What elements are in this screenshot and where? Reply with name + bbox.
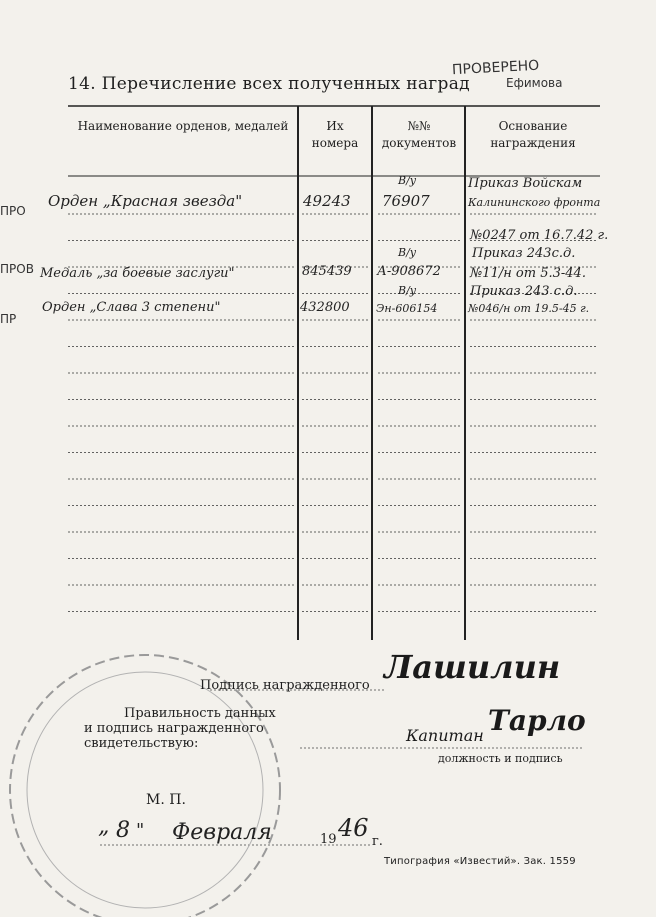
award-number: 432800 — [300, 300, 350, 315]
side-mark: ПРОВ — [0, 262, 34, 276]
award-number: 845439 — [302, 264, 352, 279]
date-month: Февраля — [172, 820, 272, 845]
document-number: Эн-606154 — [376, 302, 438, 315]
certify-label-line3: свидетельствую: — [84, 736, 199, 751]
award-basis: Приказ Войскам — [468, 176, 583, 191]
holder-signature-label: Подпись награжденного — [200, 678, 370, 693]
document-prefix: В/у — [398, 284, 417, 297]
position-signature-label: должность и подпись — [438, 752, 563, 765]
date-close-quote: " — [136, 820, 145, 841]
header-award-basis: Основание награждения — [490, 119, 576, 150]
award-number: 49243 — [303, 192, 351, 210]
award-name: Орден „Слава 3 степени" — [42, 300, 221, 315]
document-prefix: В/у — [398, 246, 417, 259]
document-prefix: В/у — [398, 174, 417, 187]
printing-house-imprint: Типография «Известий». Зак. 1559 — [384, 856, 576, 867]
officer-signature: Тарло — [488, 704, 586, 737]
award-basis: Приказ 243с.д. — [472, 246, 576, 261]
verified-stamp: ПРОВЕРЕНО — [451, 57, 540, 79]
award-basis-line2: №046/н от 19.5-45 г. — [468, 302, 590, 315]
document-number: 76907 — [382, 192, 430, 210]
header-document-number: №№ документов — [381, 119, 457, 150]
section-title: 14. Перечисление всех полученных наград — [68, 74, 470, 94]
certify-label-line2: и подпись награжденного — [84, 721, 264, 736]
holder-signature: Лашилин — [384, 648, 561, 686]
certify-label-line1: Правильность данных — [124, 706, 276, 721]
award-basis-line3: №0247 от 16.7.42 г. — [470, 228, 609, 243]
date-year-suffix: 46 — [338, 814, 369, 842]
award-basis: Приказ 243 с.д. — [470, 284, 578, 299]
header-award-number: Их номера — [311, 119, 359, 150]
date-year-prefix: 19 — [320, 832, 337, 847]
award-name: Медаль „за боевые заслуги" — [40, 266, 235, 281]
award-basis-line2: №11/н от 5.3-44. — [470, 266, 586, 281]
stamp-place-mark: М. П. — [146, 792, 186, 808]
date-open-quote: „ — [98, 814, 110, 839]
verified-stamp-name: Ефимова — [506, 76, 563, 90]
side-mark: ПР — [0, 312, 17, 326]
side-mark: ПРО — [0, 204, 26, 218]
officer-rank: Капитан — [406, 726, 484, 745]
award-name: Орден „Красная звезда" — [48, 192, 243, 210]
header-award-name: Наименование орденов, медалей — [77, 119, 289, 133]
date-year-mark: г. — [372, 834, 383, 849]
award-basis-line2: Калининского фронта — [468, 196, 601, 209]
document-number: А-908672 — [377, 264, 441, 279]
date-day: 8 — [116, 818, 130, 843]
